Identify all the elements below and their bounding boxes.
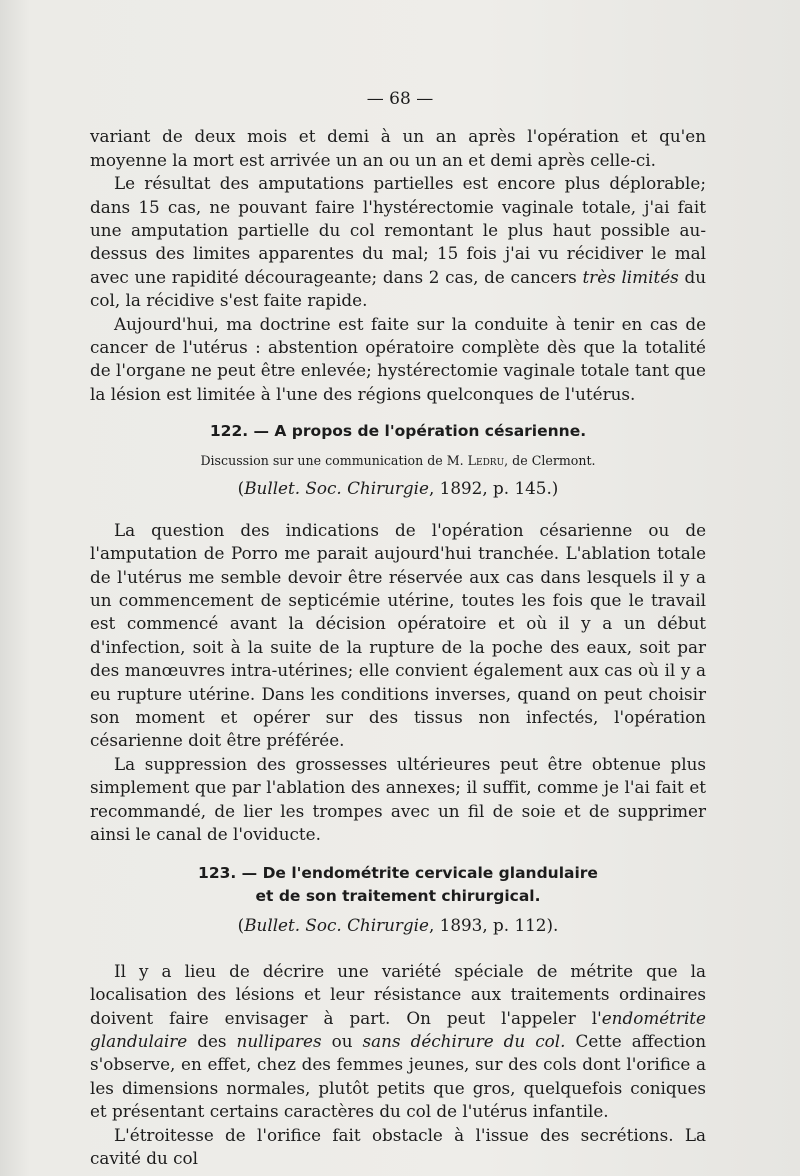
italic-run: endométrite glandulaire xyxy=(90,1007,706,1051)
text-run: des xyxy=(187,1031,237,1051)
reference-123 xyxy=(90,914,706,937)
paragraph-continued: variant de deux mois et demi à un an après l'opération et qu'en moyenne la mort est arrivée un an ou un an et demi après celle-ci. xyxy=(90,126,706,170)
text-run: du col, la récidive s'est faite rapide. xyxy=(90,266,706,311)
reference-122 xyxy=(90,477,706,500)
text-run: , 1892, p. 145.) xyxy=(428,478,559,499)
paragraph-amputations xyxy=(90,172,706,312)
text-run: ( xyxy=(237,478,245,499)
text-run: , 1893, p. 112). xyxy=(428,915,559,936)
section-title-122: 122. — A propos de l'opération césarienne. xyxy=(209,422,587,441)
text-run: Le résultat des amputations partielles est encore plus déplorable; dans 15 cas, ne pouvant faire l'hystérectomie vaginale totale, j'ai fait une amputation partielle du col remontant le plus haut possible au-dessus des limites apparentes du mal; 15 fois j'ai vu récidiver le mal avec une rapidité décourageante; dans 2 cas, de cancers xyxy=(90,173,706,287)
journal-name: Bullet. Soc. Chirurgie xyxy=(244,478,429,499)
text-run: ( xyxy=(237,915,245,936)
text-run: , de Clermont. xyxy=(504,453,596,469)
italic-run: nullipares xyxy=(236,1031,322,1051)
journal-name: Bullet. Soc. Chirurgie xyxy=(244,915,429,936)
section-title-123-line1: 123. — De l'endométrite cervicale glandulaire xyxy=(198,864,598,883)
section-title-123-line2: et de son traitement chirurgical. xyxy=(255,887,541,906)
paragraph-etroitesse: L'étroitesse de l'orifice fait obstacle à l'issue des secrétions. La cavité du col xyxy=(90,1124,706,1169)
text-run: Il y a lieu de décrire une variété spéciale de métrite que la localisation des lésions et leur résistance aux traitements ordinaires doivent faire envisager à part. On peut l'appeler l' xyxy=(90,960,706,1028)
text-run: Discussion sur une communication de M. xyxy=(200,453,468,469)
italic-run: très limités xyxy=(582,266,679,287)
author-name: Ledru xyxy=(467,453,505,469)
text-run: ou xyxy=(321,1031,363,1051)
paragraph-indications: La question des indications de l'opération césarienne ou de l'amputation de Porro me parait aujourd'hui tranchée. L'ablation totale de l'utérus me semble devoir être réservée aux cas dans lesquels il y a un commencement de septicémie utérine, toutes les fois que le travail est commencé avant la décision opératoire et où il y a un début d'infection, soit à la suite de la rupture de la poche des eaux, soit par des manœuvres intra-utérines; elle convient également aux cas où il y a eu rupture utérine. Dans les conditions inverses, quand on peut choisir son moment et opérer sur des tissus non infectés, l'opération césarienne doit être préférée. xyxy=(90,519,706,751)
paragraph-doctrine: Aujourd'hui, ma doctrine est faite sur la conduite à tenir en cas de cancer de l'utérus : abstention opératoire complète dès que la totalité de l'organe ne peut être enlevée; hystérectomie vaginale totale tant que la lésion est limitée à l'une des régions quelconques de l'utérus. xyxy=(90,313,706,404)
discussion-note xyxy=(90,451,706,471)
page-number: — 68 — xyxy=(366,89,434,109)
italic-run: sans déchirure du col. xyxy=(362,1031,566,1051)
paragraph-suppression: La suppression des grossesses ultérieures peut être obtenue plus simplement que par l'ablation des annexes; il suffit, comme je l'ai fait et recommandé, de lier les trompes avec un fil de soie et de supprimer ainsi le canal de l'oviducte. xyxy=(90,753,706,844)
paragraph-metrite xyxy=(90,960,706,1124)
text-run: Cette affection s'observe, en effet, chez des femmes jeunes, sur des cols dont l'orifice a les dimensions normales, plutôt petits que gros, quelquefois coniques et présentant certains caractères du col de l'utérus infantile. xyxy=(90,1031,706,1122)
page-content xyxy=(90,88,706,1170)
